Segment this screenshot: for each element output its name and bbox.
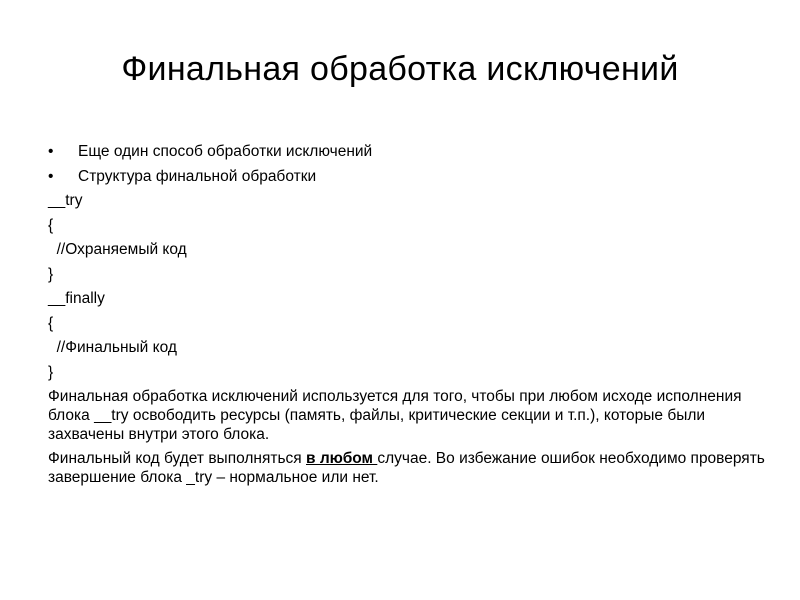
slide-body: [48, 140, 768, 492]
bullet-text: Еще один способ обработки исключений: [78, 143, 373, 160]
paragraph-finally-purpose: Финальная обработка исключений используется для того, чтобы при любом исходе исполнения блока __try освободить ресурсы (память, файлы, критические секции и т.п.), которые были захвачены внутри этого блока.: [48, 388, 742, 443]
slide-title: Финальная обработка исключений: [121, 50, 679, 88]
code-line: //Финальный код: [48, 339, 177, 356]
code-line: {: [48, 314, 54, 332]
code-block: [48, 189, 768, 385]
code-line: }: [48, 363, 54, 381]
bullet-icon: •: [48, 167, 54, 185]
paragraph-finally-always: [48, 449, 768, 487]
emphasis-text: в любом: [306, 450, 378, 467]
bullet-text: Структура финальной обработки: [78, 167, 317, 185]
code-line: __try: [48, 192, 83, 209]
bullet-item: [48, 140, 768, 165]
code-line: }: [48, 265, 54, 283]
bullet-item: [48, 165, 768, 190]
code-line: __finally: [48, 290, 105, 307]
bullet-icon: •: [48, 143, 54, 160]
code-line: {: [48, 216, 54, 234]
code-line: //Охраняемый код: [48, 241, 187, 258]
bullet-list: [48, 140, 768, 189]
paragraph-text: случае. Во избежание ошибок необходимо проверять завершение блока _try – нормальное или нет.: [48, 450, 765, 486]
paragraph-text: Финальный код будет выполняться: [48, 450, 306, 467]
